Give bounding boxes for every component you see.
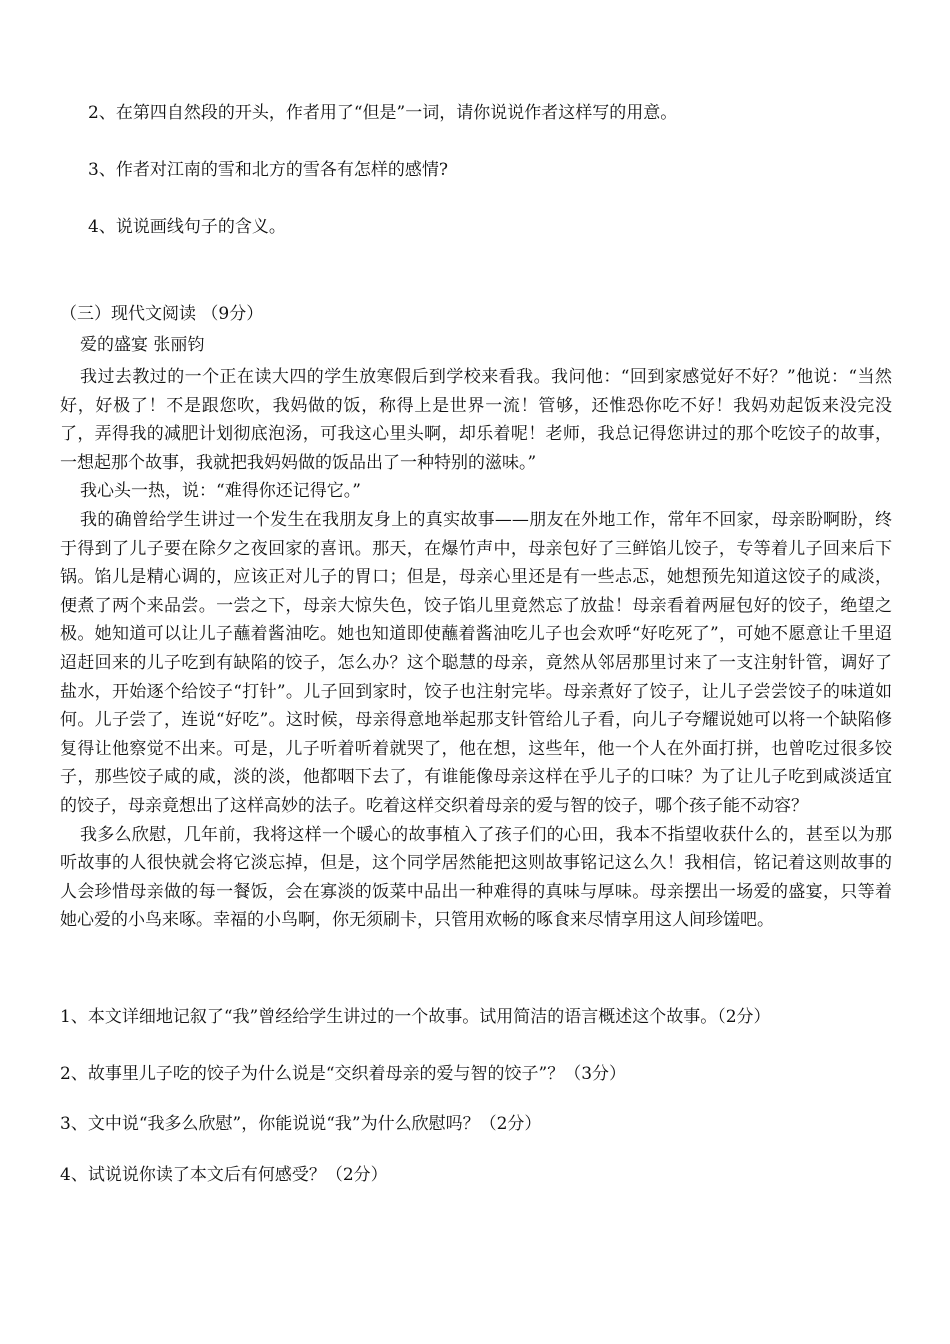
article-body — [60, 363, 892, 935]
question-2: 2、故事里儿子吃的饺子为什么说是“交织着母亲的爱与智的饺子”？（3分） — [60, 1064, 627, 1084]
article-title: 爱的盛宴 张丽钧 — [80, 335, 205, 355]
article-paragraph-4: 我多么欣慰，几年前，我将这样一个暖心的故事植入了孩子们的心田，我本不指望收获什么的，甚至以为那听故事的人很快就会将它淡忘掉，但是，这个同学居然能把这则故事铭记这么久！我相信，铭记着这则故事的人会珍惜母亲做的每一餐饭，会在寡淡的饭菜中品出一种难得的真味与厚味。母亲摆出一场爱的盛宴，只等着她心爱的小鸟来啄。幸福的小鸟啊，你无须刷卡，只管用欢畅的啄食来尽情享用这人间珍馐吧。 — [60, 824, 892, 931]
prev-question-3: 3、作者对江南的雪和北方的雪各有怎样的感情? — [88, 160, 448, 180]
article-paragraph-3: 我的确曾给学生讲过一个发生在我朋友身上的真实故事——朋友在外地工作，常年不回家，母亲盼啊盼，终于得到了儿子要在除夕之夜回家的喜讯。那天，在爆竹声中，母亲包好了三鲜馅儿饺子，专等着儿子回来后下锅。馅儿是精心调的，应该正对儿子的胃口；但是，母亲心里还是有一些忐忑，她想预先知道这饺子的咸淡，便煮了两个来品尝。一尝之下，母亲大惊失色，饺子馅儿里竟然忘了放盐！母亲看着两屉包好的饺子，绝望之极。她知道可以让儿子蘸着酱油吃。她也知道即使蘸着酱油吃儿子也会欢呼“好吃死了”，可她不愿意让千里迢迢赶回来的儿子吃到有缺陷的饺子，怎么办？这个聪慧的母亲，竟然从邻居那里讨来了一支注射针管，调好了盐水，开始逐个给饺子“打针”。儿子回到家时，饺子也注射完毕。母亲煮好了饺子，让儿子尝尝饺子的味道如何。儿子尝了，连说“好吃”。这时候，母亲得意地举起那支针管给儿子看，向儿子夸耀说她可以将一个缺陷修复得让他察觉不出来。可是，儿子听着听着就哭了，他在想，这些年，他一个人在外面打拼，也曾吃过很多饺子，那些饺子咸的咸，淡的淡，他都咽下去了，有谁能像母亲这样在乎儿子的口味？为了让儿子吃到咸淡适宜的饺子，母亲竟想出了这样高妙的法子。吃着这样交织着母亲的爱与智的饺子，哪个孩子能不动容？ — [60, 509, 892, 816]
section-heading: （三）现代文阅读 （9分） — [60, 304, 264, 324]
question-1: 1、本文详细地记叙了“我”曾经给学生讲过的一个故事。试用简洁的语言概述这个故事。（2分） — [60, 1007, 771, 1027]
prev-question-4: 4、说说画线句子的含义。 — [88, 217, 286, 237]
prev-question-2: 2、在第四自然段的开头，作者用了“但是”一词，请你说说作者这样写的用意。 — [88, 103, 678, 123]
article-paragraph-2: 我心头一热，说：“难得你还记得它。” — [80, 481, 361, 502]
question-4: 4、试说说你读了本文后有何感受？（2分） — [60, 1165, 388, 1185]
article-paragraph-1: 我过去教过的一个正在读大四的学生放寒假后到学校来看我。我问他：“回到家感觉好不好？”他说：“当然好，好极了！不是跟您吹，我妈做的饭，称得上是世界一流！管够，还惟恐你吃不好！我妈劝起饭来没完没了，弄得我的减肥计划彻底泡汤，可我这心里头啊，却乐着呢！老师，我总记得您讲过的那个吃饺子的故事，一想起那个故事，我就把我妈妈做的饭品出了一种特别的滋味。” — [60, 367, 892, 473]
question-3: 3、文中说“我多么欣慰”，你能说说“我”为什么欣慰吗？（2分） — [60, 1114, 542, 1134]
